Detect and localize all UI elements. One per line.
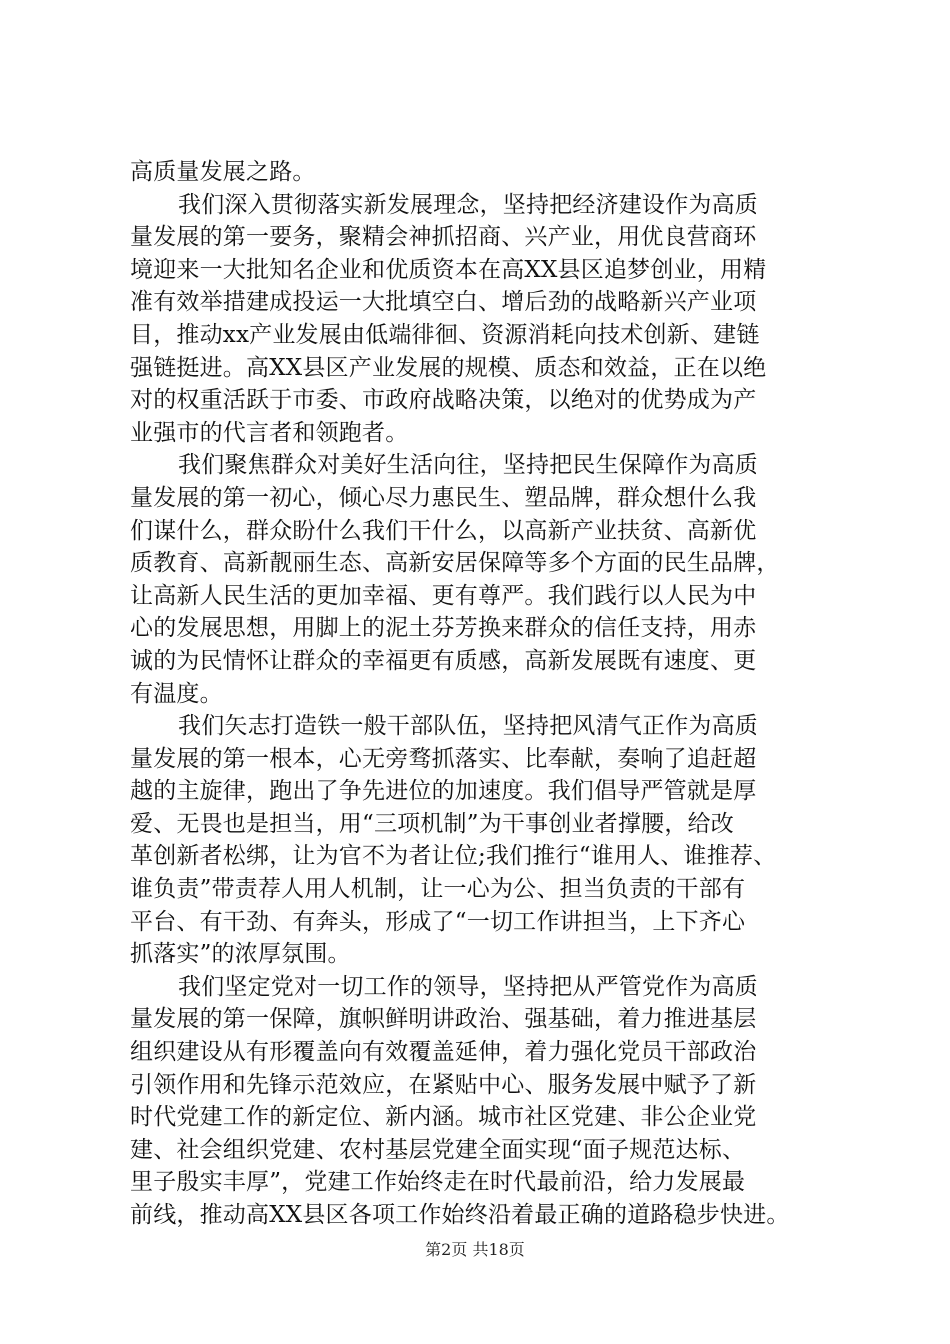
paragraph-first-line: 我们聚焦群众对美好生活向往，坚持把民生保障作为高质: [178, 452, 758, 479]
text-line: 强链挺进。高XX县区产业发展的规模、质态和效益，正在以绝: [130, 354, 767, 381]
text-line: 高质量发展之路。: [130, 159, 316, 185]
text-line: 引领作用和先锋示范效应，在紧贴中心、服务发展中赋予了新: [130, 1071, 757, 1098]
text-line: 谁负责”带责荐人用人机制，让一心为公、担当负责的干部有: [130, 876, 746, 903]
text-line: 爱、无畏也是担当，用“三项机制”为干事创业者撑腰，给改: [130, 810, 734, 837]
text-line: 革创新者松绑，让为官不为者让位;我们推行“谁用人、谁推荐、: [130, 843, 777, 870]
text-line: 里子殷实丰厚”，党建工作始终走在时代最前沿，给力发展最: [130, 1169, 746, 1196]
text-line: 准有效举措建成投运一大批填空白、增后劲的战略新兴产业项: [130, 289, 757, 316]
document-body: [130, 156, 830, 1232]
text-line: 目，推动xx产业发展由低端徘徊、资源消耗向技术创新、建链: [130, 321, 760, 348]
text-line: 前线，推动高XX县区各项工作始终沿着最正确的道路稳步快进。: [130, 1202, 790, 1228]
text-line: 越的主旋律，跑出了争先进位的加速度。我们倡导严管就是厚: [130, 778, 757, 805]
text-line: 诚的为民情怀让群众的幸福更有质感，高新发展既有速度、更: [130, 647, 757, 674]
text-line: 境迎来一大批知名企业和优质资本在高XX县区追梦创业，用精: [130, 256, 767, 283]
text-line: 建、社会组织党建、农村基层党建全面实现“面子规范达标、: [130, 1136, 746, 1163]
text-line: 业强市的代言者和领跑者。: [130, 419, 409, 446]
text-line: 量发展的第一保障，旗帜鲜明讲政治、强基础，着力推进基层: [130, 1006, 757, 1033]
paragraph-first-line: 我们坚定党对一切工作的领导，坚持把从严管党作为高质: [178, 973, 758, 1000]
text-line: 们谋什么，群众盼什么我们干什么，以高新产业扶贫、高新优: [130, 517, 757, 544]
text-line: 组织建设从有形覆盖向有效覆盖延伸，着力强化党员干部政治: [130, 1039, 757, 1066]
text-line: 对的权重活跃于市委、市政府战略决策，以绝对的优势成为产: [130, 387, 757, 414]
text-line: 量发展的第一根本，心无旁骛抓落实、比奉献，奏响了追赶超: [130, 745, 757, 772]
text-line: 量发展的第一初心，倾心尽力惠民生、塑品牌，群众想什么我: [130, 484, 757, 511]
text-line: 心的发展思想，用脚上的泥土芬芳换来群众的信任支持，用赤: [130, 615, 757, 642]
page-number-footer: 第2页 共18页: [425, 1240, 525, 1259]
text-line: 质教育、高新靓丽生态、高新安居保障等多个方面的民生品牌，: [130, 550, 780, 577]
text-line: 量发展的第一要务，聚精会神抓招商、兴产业，用优良营商环: [130, 224, 757, 251]
text-line: 平台、有干劲、有奔头，形成了“一切工作讲担当，上下齐心: [130, 908, 746, 935]
paragraph-first-line: 我们深入贯彻落实新发展理念，坚持把经济建设作为高质: [178, 191, 758, 218]
text-line: 抓落实”的浓厚氛围。: [130, 941, 351, 968]
text-line: 时代党建工作的新定位、新内涵。城市社区党建、非公企业党: [130, 1104, 757, 1131]
text-line: 有温度。: [130, 680, 223, 707]
paragraph-first-line: 我们矢志打造铁一般干部队伍，坚持把风清气正作为高质: [178, 713, 758, 740]
text-line: 让高新人民生活的更加幸福、更有尊严。我们践行以人民为中: [130, 582, 757, 609]
